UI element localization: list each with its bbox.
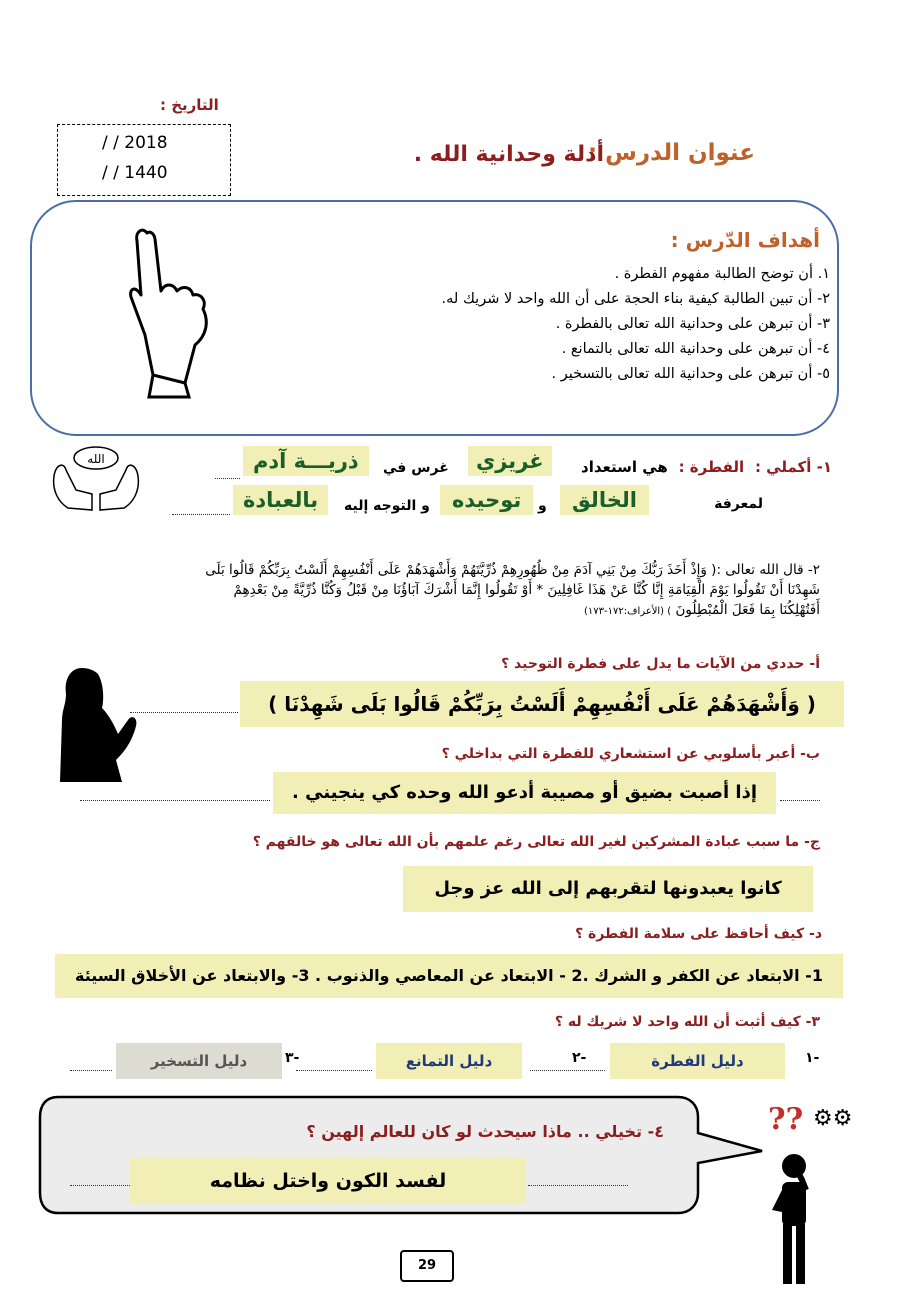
date-label: التاريخ : — [160, 96, 219, 114]
q3-dots-1 — [530, 1070, 605, 1071]
q3-dots-3 — [70, 1070, 112, 1071]
q3-answer-1: دليل الفطرة — [610, 1043, 785, 1079]
q1-answer-5: بالعبادة — [233, 485, 328, 515]
q1-answer-2: ذريـــة آدم — [243, 446, 369, 476]
q2b-answer: إذا أصبت بضيق أو مصيبة أدعو الله وحده كي ينجيني . — [273, 772, 776, 814]
praying-hands-icon — [48, 436, 144, 514]
q3-answer-2: دليل التمانع — [376, 1043, 522, 1079]
q2b-dots-right — [780, 800, 820, 801]
q3-num-1: ١- — [805, 1050, 820, 1066]
q2a-dots — [130, 712, 238, 713]
q1-prefix: ١- أكملي : — [754, 458, 832, 476]
q2c-answer: كانوا يعبدونها لتقربهم إلى الله عز وجل — [403, 866, 813, 912]
q1-term: الفطرة : — [678, 458, 745, 476]
q4-answer: لفسد الكون واختل نظامه — [130, 1158, 526, 1204]
date-hijri: / / 1440 — [102, 163, 168, 183]
q1-text-1: هي استعداد — [581, 458, 668, 476]
q1-answer-1: غريزي — [468, 446, 552, 476]
q3-dots-2 — [296, 1070, 372, 1071]
q2d-question: د- كيف أحافظ على سلامة الفطرة ؟ — [575, 926, 822, 942]
q1-text-4: و — [538, 498, 547, 514]
q4-dots-right — [528, 1185, 628, 1186]
svg-text:الله: الله — [87, 452, 105, 466]
gear-icon: ⚙⚙ — [813, 1106, 853, 1131]
q2a-question: أ- حددي من الآيات ما يدل على فطرة التوحيد ؟ — [501, 656, 820, 672]
q2a-answer: ( وَأَشْهَدَهُمْ عَلَى أَنْفُسِهِمْ أَلَسْتُ بِرَبِّكُمْ قَالُوا بَلَى شَهِدْنَا ) — [240, 681, 844, 727]
pointing-hand-icon — [125, 225, 220, 400]
q2b-dots-left — [80, 800, 270, 801]
date-gregorian: / / 2018 — [102, 133, 168, 153]
question-marks: ?? — [768, 1102, 804, 1137]
q3-num-2: ٢- — [572, 1050, 587, 1066]
q2c-question: ج- ما سبب عبادة المشركين لغير الله تعالى رغم علمهم بأن الله تعالى هو خالقهم ؟ — [252, 834, 820, 850]
q1-answer-3: الخالق — [560, 485, 649, 515]
q1-line1 — [581, 458, 832, 476]
q1-text-3: لمعرفة — [714, 496, 763, 512]
q2-verse — [80, 560, 820, 622]
q1-dots-2 — [172, 514, 230, 515]
q3-title: ٣- كيف أثبت أن الله واحد لا شريك له ؟ — [554, 1014, 820, 1030]
objective-item: ٢- أن تبين الطالبة كيفية بناء الحجة على أن الله واحد لا شريك له. — [441, 291, 830, 307]
q4-dots-left — [70, 1185, 130, 1186]
q2d-answer: 1- الابتعاد عن الكفر و الشرك .2 - الابتعاد عن المعاصي والذنوب . 3- والابتعاد عن الأخلاق السيئة — [55, 954, 843, 998]
lesson-title: أدلة وحدانية الله . — [413, 142, 604, 167]
q2-verse-line2: شَهِدْنَا أَنْ تَقُولُوا يَوْمَ الْقِيَامَةِ إِنَّا كُنَّا عَنْ هَذَا غَافِلِينَ * أَوْ تَقُولُوا إِنَّمَا أَشْرَكَ آبَاؤُنَا مِنْ قَبْلُ وَكُنَّا ذُرِّيَّةً مِنْ بَعْدِهِمْ — [233, 582, 820, 598]
q2-verse-ref: ) (الأعراف:١٧٢-١٧٣) — [583, 606, 672, 617]
q4-title: ٤- تخيلي .. ماذا سيحدث لو كان للعالم إلهين ؟ — [306, 1122, 664, 1141]
thinking-person-icon — [768, 1150, 818, 1288]
q1-text-5: و التوجه إليه — [344, 498, 430, 514]
q2b-question: ب- أعبر بأسلوبي عن استشعاري للفطرة التي بداخلي ؟ — [441, 746, 820, 762]
q2-verse-line1: ٢- قال الله تعالى :( وَإِذْ أَخَذَ رَبُّكَ مِنْ بَنِي آدَمَ مِنْ ظُهُورِهِمْ ذُرِّيَّتَهُمْ وَأَشْهَدَهُمْ عَلَى أَنْفُسِهِمْ أَلَسْتُ بِرَبِّكُمْ قَالُوا بَلَى — [205, 562, 820, 578]
q1-dots-1 — [215, 478, 240, 479]
date-box — [57, 124, 231, 196]
q3-answer-3: دليل التسخير — [116, 1043, 282, 1079]
lesson-label: عنوان الدرس : — [587, 140, 755, 166]
q2-verse-line3-text: أَفَتُهْلِكُنَا بِمَا فَعَلَ الْمُبْطِلُونَ — [675, 602, 820, 618]
objective-item: ٥- أن تبرهن على وحدانية الله تعالى بالتسخير . — [551, 366, 830, 382]
q1-text-2: غرس في — [383, 460, 449, 476]
objective-item: ٣- أن تبرهن على وحدانية الله تعالى بالفطرة . — [555, 316, 830, 332]
objectives-title: أهداف الدّرس : — [670, 228, 820, 252]
objective-item: ٤- أن تبرهن على وحدانية الله تعالى بالتمانع . — [561, 341, 830, 357]
objective-item: ١. أن توضح الطالبة مفهوم الفطرة . — [614, 266, 830, 282]
objectives-list — [270, 262, 830, 387]
q1-answer-4: توحيده — [440, 485, 533, 515]
q3-num-3: ٣- — [285, 1050, 300, 1066]
page-number: 29 — [400, 1250, 454, 1282]
q2-verse-line3 — [80, 600, 820, 622]
praying-woman-icon — [52, 664, 142, 782]
